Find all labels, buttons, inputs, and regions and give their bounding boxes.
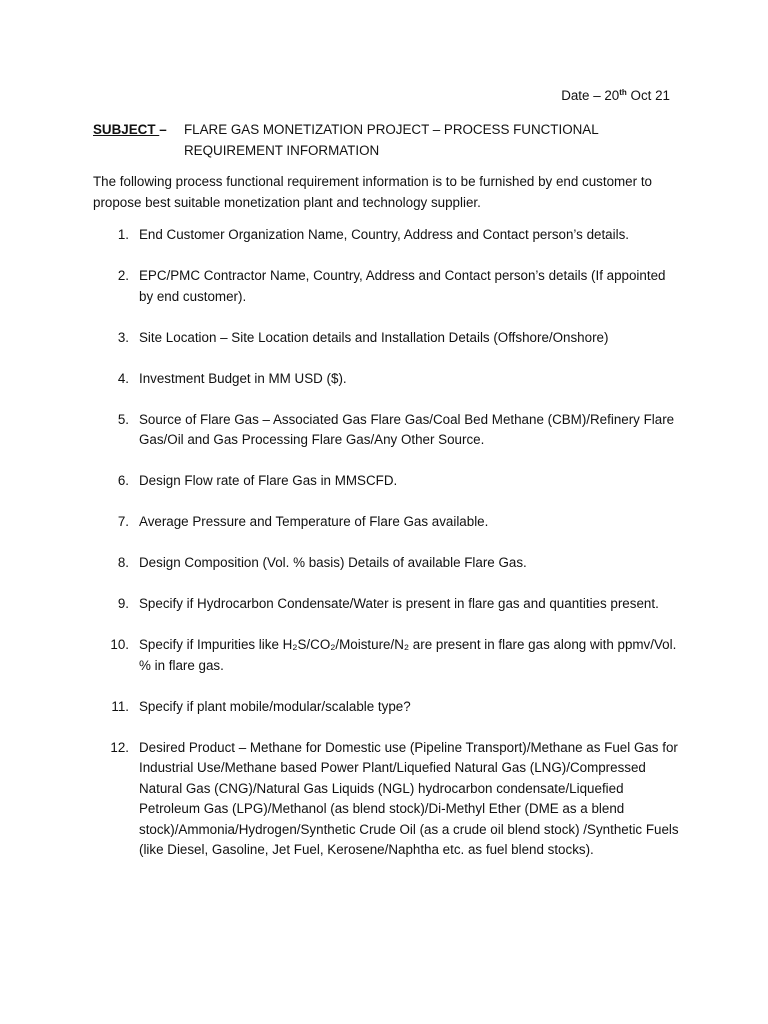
list-item-number: 11. [111, 698, 129, 714]
list-item [93, 410, 683, 451]
requirements-list [93, 225, 683, 881]
list-item [93, 697, 683, 718]
subject-text: FLARE GAS MONETIZATION PROJECT – PROCESS FUNCTIONAL REQUIREMENT INFORMATION [184, 122, 599, 158]
list-item [93, 225, 683, 246]
intro-paragraph: The following process functional requirement information is to be furnished by end customer to propose best suitable monetization plant and technology supplier. [93, 174, 652, 210]
list-item [93, 594, 683, 615]
subject-dash: – [159, 122, 167, 137]
list-item-number: 12. [110, 739, 129, 755]
date-ordinal-suffix: th [619, 88, 627, 97]
list-item-number: 5. [117, 411, 129, 427]
list-item [93, 512, 683, 533]
list-item-text: Investment Budget in MM USD ($). [139, 370, 347, 386]
date-text: Date – 20 [561, 88, 620, 103]
list-item-text: Design Flow rate of Flare Gas in MMSCFD. [139, 473, 398, 488]
list-item-text: Specify if Impurities like H₂S/CO₂/Moisture/N₂ are present in flare gas along with ppmv/Vol. % in flare gas. [139, 637, 677, 673]
list-item-number: 10. [110, 637, 129, 652]
list-item [93, 553, 683, 574]
list-item [93, 266, 683, 307]
list-item-number: 2. [117, 268, 129, 283]
list-item-number: 1. [117, 227, 129, 242]
list-item-text: Specify if plant mobile/modular/scalable type? [139, 698, 411, 714]
subject-label-text: SUBJECT [93, 122, 160, 137]
list-item-text: Source of Flare Gas – Associated Gas Flare Gas/Coal Bed Methane (CBM)/Refinery Flare Gas/Oil and Gas Processing Flare Gas/Any Other Source. [139, 411, 675, 447]
list-item-number: 7. [117, 514, 129, 529]
list-item-number: 4. [117, 370, 129, 386]
list-item-text: EPC/PMC Contractor Name, Country, Address and Contact person’s details (If appointed by end customer). [139, 268, 666, 304]
list-item [93, 471, 683, 492]
list-item-number: 9. [117, 596, 129, 611]
list-item [93, 635, 683, 676]
list-item [93, 738, 683, 861]
list-item [93, 369, 683, 390]
list-item-number: 8. [117, 555, 129, 570]
list-item [93, 328, 683, 349]
list-item-text: Design Composition (Vol. % basis) Details of available Flare Gas. [139, 555, 527, 570]
list-item-text: End Customer Organization Name, Country, Address and Contact person’s details. [139, 227, 629, 242]
date-month-year: Oct 21 [626, 88, 670, 103]
list-item-text: Specify if Hydrocarbon Condensate/Water is present in flare gas and quantities present. [139, 596, 659, 611]
document-date [561, 86, 670, 107]
list-item-number: 3. [117, 329, 129, 345]
subject-label [93, 120, 167, 141]
list-item-number: 6. [117, 473, 129, 488]
list-item-text: Site Location – Site Location details and Installation Details (Offshore/Onshore) [139, 329, 609, 345]
list-item-text: Desired Product – Methane for Domestic use (Pipeline Transport)/Methane as Fuel Gas for Industrial Use/Methane based Power Plant/Liquefied Natural Gas (LNG)/Compressed Natural Gas (CNG)/Natural Gas Liquids (NGL) hydrocarbon condensate/Liquefied Petroleum Gas (LPG)/Methanol (as blend stock)/Di-Methyl Ether (DME as a blend stock)/Ammonia/Hydrogen/Synthetic Crude Oil (as a crude oil blend stock) /Synthetic Fuels (like Diesel, Gasoline, Jet Fuel, Kerosene/Naphtha etc. as fuel blend stocks). [139, 739, 679, 857]
list-item-text: Average Pressure and Temperature of Flare Gas available. [139, 514, 489, 529]
